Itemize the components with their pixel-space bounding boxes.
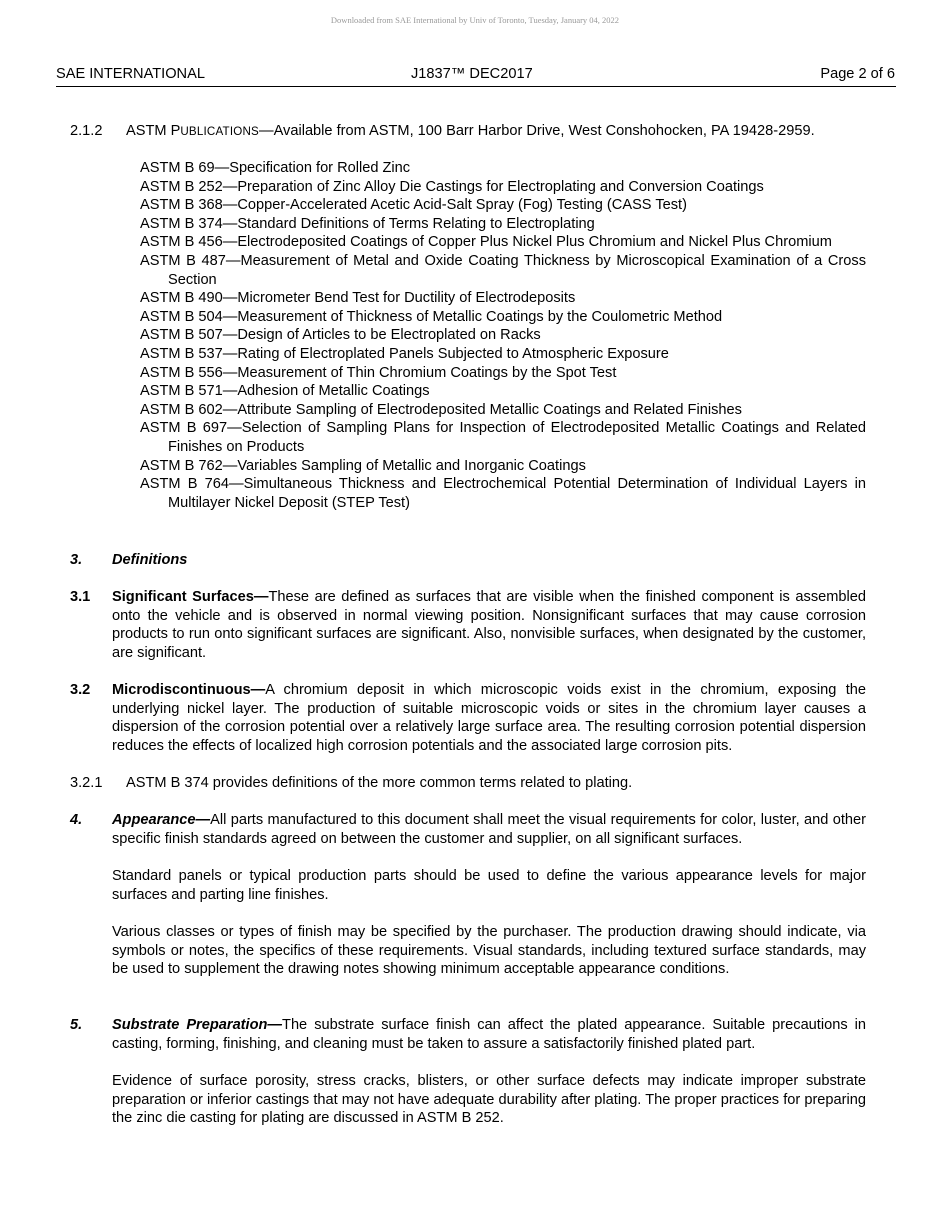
- header-org: SAE INTERNATIONAL: [56, 66, 205, 82]
- header-page-number: Page 2 of 6: [820, 66, 895, 82]
- section-4-paragraph-3: Various classes or types of finish may be specified by the purchaser. The production drawing should indicate, via symbols or notes, the specifics of these requirements. Visual standards, including textured surface standards, may be used to supplement the drawing notes showing minimum acceptable appearance conditions.: [112, 924, 866, 978]
- list-item: ASTM B 556—Measurement of Thin Chromium Coatings by the Spot Test: [140, 364, 617, 381]
- section-3-2-paragraph: Microdiscontinuous—A chromium deposit in which microscopic voids exist in the chromium, exposing the underlying nickel layer. The production of suitable microscopic voids or sites in the chromium layer causes a dispersion of the corrosion potential over a relatively large surface area. The resulting corrosion potential dispersion reduces the effects of localized high corrosion potentials and the associated large corrosion pits.: [112, 682, 866, 754]
- list-item: ASTM B 537—Rating of Electroplated Panels Subjected to Atmospheric Exposure: [140, 345, 669, 362]
- section-number: 2.1.2: [70, 123, 103, 139]
- list-item: ASTM B 368—Copper-Accelerated Acetic Acid-Salt Spray (Fog) Testing (CASS Test): [140, 197, 687, 214]
- section-5-number: 5.: [70, 1017, 83, 1033]
- astm-reference-list: [140, 159, 866, 512]
- list-item: ASTM B 571—Adhesion of Metallic Coatings: [140, 383, 430, 400]
- list-item: ASTM B 697—Selection of Sampling Plans for Inspection of Electrodeposited Metallic Coatings and Related Finishes on Products: [140, 420, 866, 455]
- list-item: ASTM B 507—Design of Articles to be Electroplated on Racks: [140, 327, 541, 344]
- section-5-paragraph-2: Evidence of surface porosity, stress cracks, blisters, or other surface defects may indicate improper substrate preparation or inferior castings that may not have adequate durability after plating. The proper practices for preparing the zinc die casting for plating are discussed in ASTM B 252.: [112, 1073, 866, 1127]
- section-title: ASTM PUBLICATIONS—Available from ASTM, 100 Barr Harbor Drive, West Conshohocken, PA 19428-2959.: [126, 123, 815, 139]
- section-4-paragraph: Appearance—All parts manufactured to this document shall meet the visual requirements for color, luster, and other specific finish standards agreed on between the customer and supplier, on all significant surfaces.: [112, 812, 866, 847]
- list-item: ASTM B 504—Measurement of Thickness of Metallic Coatings by the Coulometric Method: [140, 308, 723, 325]
- section-3-title: Definitions: [112, 552, 188, 568]
- list-item: ASTM B 602—Attribute Sampling of Electrodeposited Metallic Coatings and Related Finishes: [140, 401, 742, 418]
- term-label: Significant Surfaces—: [112, 589, 269, 605]
- term-label: Appearance—: [112, 812, 211, 828]
- list-item: ASTM B 490—Micrometer Bend Test for Ductility of Electrodeposits: [140, 290, 576, 307]
- header-doc-id: J1837™ DEC2017: [411, 66, 533, 82]
- section-3-1-number: 3.1: [70, 589, 91, 605]
- section-4-paragraph-2: Standard panels or typical production parts should be used to define the various appearance levels for major surfaces and parting line finishes.: [112, 868, 866, 903]
- section-5-paragraph: Substrate Preparation—The substrate surface finish can affect the plated appearance. Suitable precautions in casting, forming, finishing, and cleaning must be taken to assure a satisfactorily finished plated part.: [112, 1017, 867, 1052]
- list-item: ASTM B 764—Simultaneous Thickness and Electrochemical Potential Determination of Individual Layers in Multilayer Nickel Deposit (STEP Test): [140, 476, 866, 511]
- download-notice: Downloaded from SAE International by Univ of Toronto, Tuesday, January 04, 2022: [330, 15, 620, 25]
- list-item: ASTM B 456—Electrodeposited Coatings of Copper Plus Nickel Plus Chromium and Nickel Plus Chromium: [140, 234, 832, 251]
- list-item: ASTM B 252—Preparation of Zinc Alloy Die Castings for Electroplating and Conversion Coatings: [140, 178, 764, 195]
- section-3-number: 3.: [70, 552, 83, 568]
- section-4-number: 4.: [70, 812, 83, 828]
- term-label: Substrate Preparation—: [112, 1017, 283, 1033]
- section-3-2-1-number: 3.2.1: [70, 775, 103, 791]
- list-item: ASTM B 374—Standard Definitions of Terms Relating to Electroplating: [140, 215, 595, 232]
- list-item: ASTM B 487—Measurement of Metal and Oxide Coating Thickness by Microscopical Examination of a Cross Section: [140, 252, 866, 288]
- section-3-2-number: 3.2: [70, 682, 91, 698]
- list-item: ASTM B 762—Variables Sampling of Metallic and Inorganic Coatings: [140, 457, 586, 474]
- page-header: [56, 66, 896, 87]
- term-label: Microdiscontinuous—: [112, 682, 266, 698]
- section-3-1-paragraph: Significant Surfaces—These are defined as surfaces that are visible when the finished component is assembled onto the vehicle and is observed in normal viewing position. Nonsignificant surfaces that may cause corrosion products to run onto significant surfaces are significant. Also, nonvisible surfaces, when designated by the customer, are significant.: [112, 589, 866, 661]
- list-item: ASTM B 69—Specification for Rolled Zinc: [140, 160, 411, 176]
- section-3-2-1-paragraph: ASTM B 374 provides definitions of the more common terms related to plating.: [126, 775, 633, 791]
